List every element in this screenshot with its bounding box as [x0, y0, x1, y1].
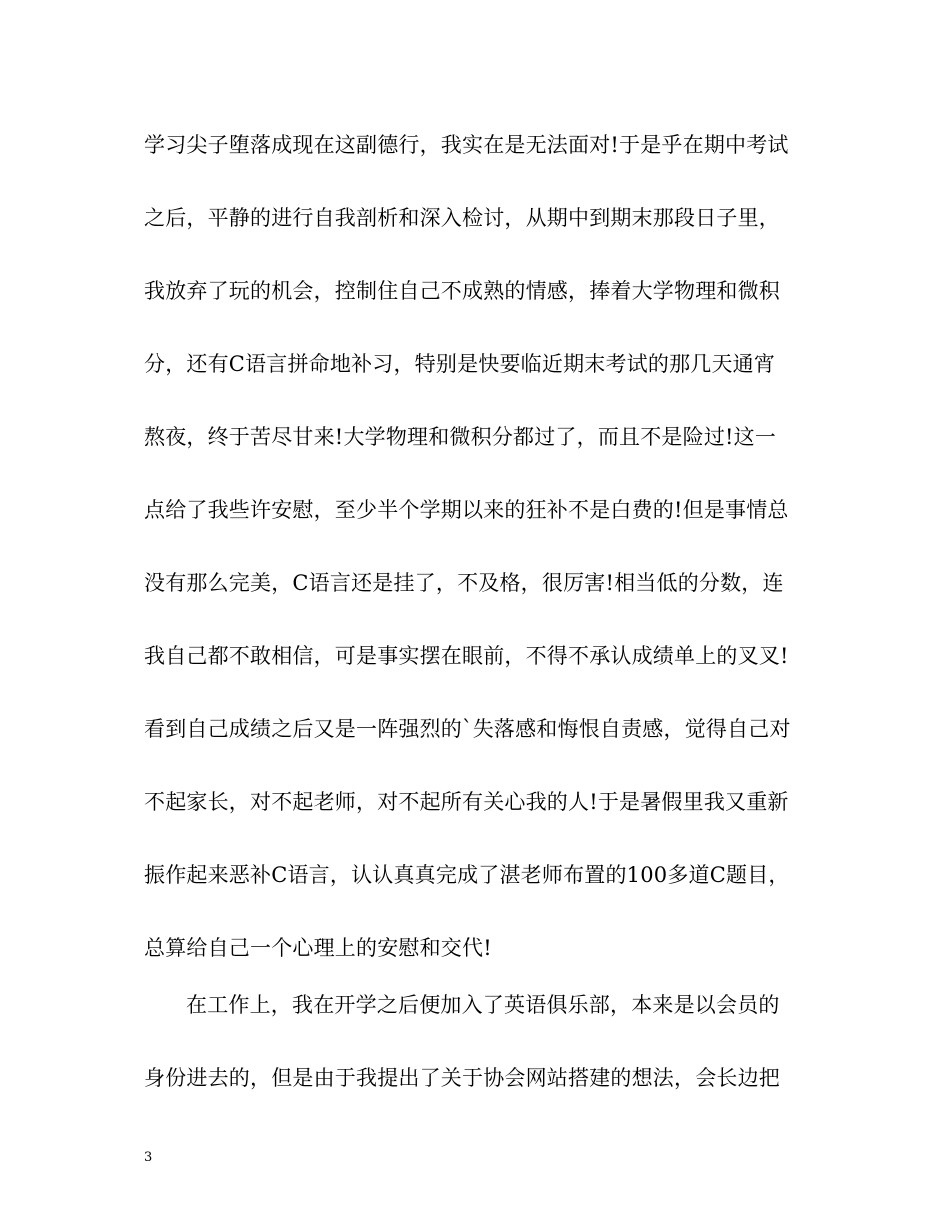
page-number: 3 — [144, 1150, 153, 1165]
text-line: 熬夜，终于苦尽甘来!大学物理和微积分都过了，而且不是险过!这一 — [144, 425, 777, 449]
text-line: 我放弃了玩的机会，控制住自己不成熟的情感，捧着大学物理和微积 — [144, 279, 780, 303]
text-line: 点给了我些许安慰，至少半个学期以来的狂补不是白费的!但是事情总 — [144, 498, 789, 522]
text-line: 我自己都不敢相信，可是事实摆在眼前，不得不承认成绩单上的叉叉! — [144, 644, 789, 668]
text-line: 学习尖子堕落成现在这副德行，我实在是无法面对!于是乎在期中考试 — [144, 133, 789, 157]
text-line: 之后，平静的进行自我剖析和深入检讨，从期中到期末那段日子里， — [144, 206, 780, 230]
paragraph-first-line: 在工作上，我在开学之后便加入了英语俱乐部，本来是以会员的 — [186, 993, 780, 1017]
text-line: 振作起来恶补C语言，认认真真完成了湛老师布置的100多道C题目， — [144, 863, 790, 887]
text-line: 没有那么完美，C语言还是挂了，不及格，很厉害!相当低的分数，连 — [144, 571, 784, 595]
text-line: 总算给自己一个心理上的安慰和交代! — [144, 936, 492, 960]
text-line: 看到自己成绩之后又是一阵强烈的`失落感和悔恨自责感，觉得自己对 — [144, 717, 791, 741]
text-line: 不起家长，对不起老师，对不起所有关心我的人!于是暑假里我又重新 — [144, 790, 789, 814]
text-line: 身份进去的，但是由于我提出了关于协会网站搭建的想法，会长边把 — [144, 1066, 780, 1090]
text-line: 分，还有C语言拼命地补习，特别是快要临近期末考试的那几天通宵 — [144, 352, 776, 376]
